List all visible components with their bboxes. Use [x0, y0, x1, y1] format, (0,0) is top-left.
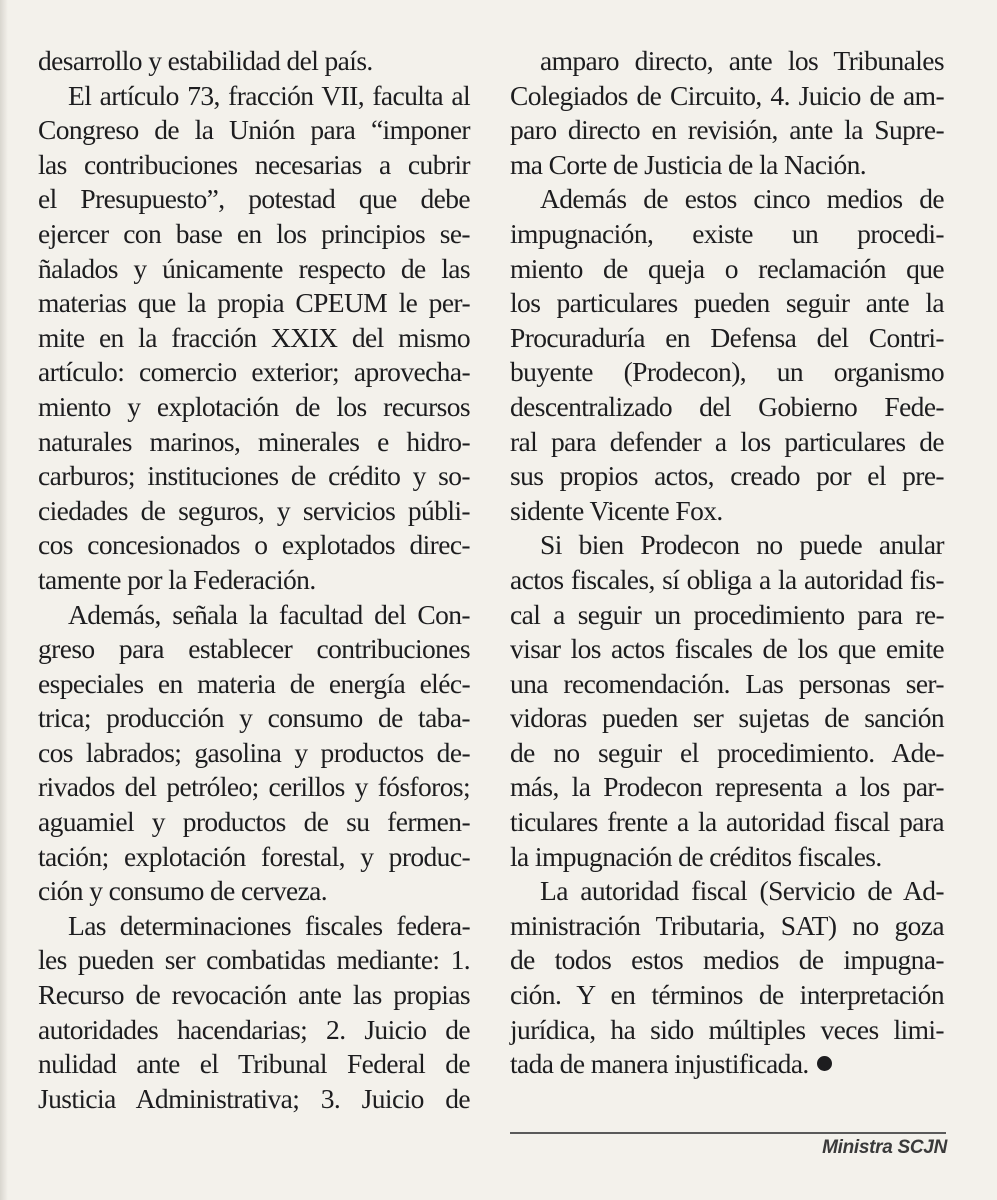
text-line [510, 978, 944, 1013]
text-line [38, 148, 470, 183]
text-line [38, 44, 470, 79]
text-line-content: Además, señala la facultad del Con- [68, 598, 470, 630]
text-line [38, 1082, 470, 1117]
text-line [510, 1047, 944, 1082]
text-line [38, 667, 470, 702]
text-line-content: Congreso de la Unión para “imponer [38, 114, 470, 146]
text-line-content: greso para establecer contribuciones [38, 633, 470, 665]
text-line [38, 978, 470, 1013]
text-line [38, 1047, 470, 1082]
text-line-content: naturales marinos, minerales e hidro- [38, 425, 470, 457]
text-line-content: Recurso de revocación ante las propias [38, 979, 470, 1011]
article-column-right [510, 44, 944, 1082]
text-line-content: las contribuciones necesarias a cubrir [38, 148, 470, 180]
text-line [510, 563, 944, 598]
text-line-content: cos concesionados o explotados direc- [38, 529, 470, 561]
text-line [510, 321, 944, 356]
text-line [510, 44, 944, 79]
text-line [38, 598, 470, 633]
text-line [510, 252, 944, 287]
text-line-content: Las determinaciones fiscales federa- [68, 909, 470, 941]
text-line [38, 286, 470, 321]
text-line-content: de todos estos medios de impugna- [510, 944, 944, 976]
text-line [38, 113, 470, 148]
text-line [510, 390, 944, 425]
text-line-content: ral para defender a los particulares de [510, 425, 944, 457]
text-line [510, 1013, 944, 1048]
text-line-content: especiales en materia de energía eléc- [38, 667, 470, 699]
text-line-content: trica; producción y consumo de taba- [38, 702, 470, 734]
text-line-content: les pueden ser combatidas mediante: 1. [38, 944, 470, 976]
text-line [38, 943, 470, 978]
text-line [38, 632, 470, 667]
text-line [38, 909, 470, 944]
text-line [510, 286, 944, 321]
text-line-content: La autoridad fiscal (Servicio de Ad- [540, 875, 944, 907]
text-line [510, 701, 944, 736]
text-line [510, 909, 944, 944]
text-line [510, 113, 944, 148]
text-line-content: ejercer con base en los principios se- [38, 217, 470, 249]
text-line [38, 563, 470, 598]
text-line [510, 528, 944, 563]
text-line-content: actos fiscales, sí obliga a la autoridad fis- [510, 563, 944, 595]
text-line [38, 252, 470, 287]
text-line-content: los particulares pueden seguir ante la [510, 287, 944, 319]
text-line [38, 217, 470, 252]
text-line [38, 805, 470, 840]
text-line [510, 598, 944, 633]
text-line [38, 494, 470, 529]
text-line-content: cos labrados; gasolina y productos de- [38, 736, 470, 768]
text-line-content: ministración Tributaria, SAT) no goza [510, 909, 944, 941]
text-line [510, 805, 944, 840]
page-shadow-edge [0, 0, 8, 1200]
text-line [510, 840, 944, 875]
text-line-content: mite en la fracción XXIX del mismo [38, 321, 470, 353]
text-line-content: jurídica, ha sido múltiples veces limi- [510, 1013, 944, 1045]
text-line [38, 736, 470, 771]
text-line [38, 528, 470, 563]
text-line-content: tamente por la Federación. [38, 563, 316, 595]
end-rule [510, 1132, 946, 1134]
article-column-left [38, 44, 470, 1116]
text-line [38, 459, 470, 494]
text-line-content: sidente Vicente Fox. [510, 494, 723, 526]
text-line [510, 632, 944, 667]
text-line-content: artículo: comercio exterior; aprovecha- [38, 356, 470, 388]
text-line [510, 736, 944, 771]
text-line-content: autoridades hacendarias; 2. Juicio de [38, 1013, 470, 1045]
text-line [38, 182, 470, 217]
text-line [510, 79, 944, 114]
text-line-content: paro directo en revisión, ante la Supre- [510, 114, 944, 146]
text-line-content: nulidad ante el Tribunal Federal de [38, 1048, 470, 1080]
text-line-content: ción y consumo de cerveza. [38, 875, 328, 907]
text-line-content: Además de estos cinco medios de [540, 183, 944, 215]
text-line [510, 943, 944, 978]
text-line-content: ticulares frente a la autoridad fiscal para [510, 806, 944, 838]
text-line-content: la impugnación de créditos fiscales. [510, 840, 882, 872]
text-line [38, 390, 470, 425]
text-line-content: ñalados y únicamente respecto de las [38, 252, 470, 284]
text-line [510, 182, 944, 217]
text-line [38, 840, 470, 875]
text-line-content: Justicia Administrativa; 3. Juicio de [38, 1082, 470, 1114]
text-line-content: cal a seguir un procedimiento para re- [510, 598, 944, 630]
text-line-content: una recomendación. Las personas ser- [510, 667, 944, 699]
text-line-content: amparo directo, ante los Tribunales [540, 45, 944, 76]
text-line [510, 217, 944, 252]
text-line-content: descentralizado del Gobierno Fede- [510, 390, 944, 422]
text-line-content: miento y explotación de los recursos [38, 390, 470, 422]
text-line [38, 770, 470, 805]
text-line-content: sus propios actos, creado por el pre- [510, 460, 944, 492]
text-line [510, 425, 944, 460]
text-line [38, 79, 470, 114]
text-line [38, 1013, 470, 1048]
text-line [510, 667, 944, 702]
text-line [38, 874, 470, 909]
text-line [510, 148, 944, 183]
text-line-content: El artículo 73, fracción VII, faculta al [68, 79, 470, 111]
text-line-content: impugnación, existe un procedi- [510, 217, 944, 249]
text-line [510, 355, 944, 390]
text-line-content: buyente (Prodecon), un organismo [510, 356, 944, 388]
text-line-content: visar los actos fiscales de los que emite [510, 633, 944, 665]
text-line-content: materias que la propia CPEUM le per- [38, 287, 470, 319]
text-line-content: Procuraduría en Defensa del Contri- [510, 321, 944, 353]
text-line [510, 494, 944, 529]
text-line-content: el Presupuesto”, potestad que debe [38, 183, 470, 215]
text-line [38, 701, 470, 736]
text-line-content: Colegiados de Circuito, 4. Juicio de am- [510, 79, 944, 111]
text-line-content: Si bien Prodecon no puede anular [540, 529, 944, 561]
text-line-content: rivados del petróleo; cerillos y fósforos; [38, 771, 470, 803]
text-line [510, 874, 944, 909]
text-line-content: desarrollo y estabilidad del país. [38, 45, 373, 76]
text-line-content: ción. Y en términos de interpretación [510, 979, 944, 1011]
text-line-content: tación; explotación forestal, y produc- [38, 840, 470, 872]
text-line [510, 770, 944, 805]
text-line-content: tada de manera injustificada. [510, 1048, 809, 1080]
text-line-content: ma Corte de Justicia de la Nación. [510, 148, 867, 180]
text-line [38, 355, 470, 390]
text-line [510, 459, 944, 494]
text-line-content: miento de queja o reclamación que [510, 252, 944, 284]
text-line-content: ciedades de seguros, y servicios públi- [38, 494, 470, 526]
text-line [38, 321, 470, 356]
text-line-content: carburos; instituciones de crédito y so- [38, 460, 470, 492]
text-line-content: de no seguir el procedimiento. Ade- [510, 736, 944, 768]
text-line-content: aguamiel y productos de su fermen- [38, 806, 470, 838]
author-byline: Ministra SCJN [822, 1137, 947, 1158]
text-line [38, 425, 470, 460]
end-of-article-icon [817, 1056, 832, 1071]
text-line-content: más, la Prodecon representa a los par- [510, 771, 944, 803]
text-line-content: vidoras pueden ser sujetas de sanción [510, 702, 944, 734]
